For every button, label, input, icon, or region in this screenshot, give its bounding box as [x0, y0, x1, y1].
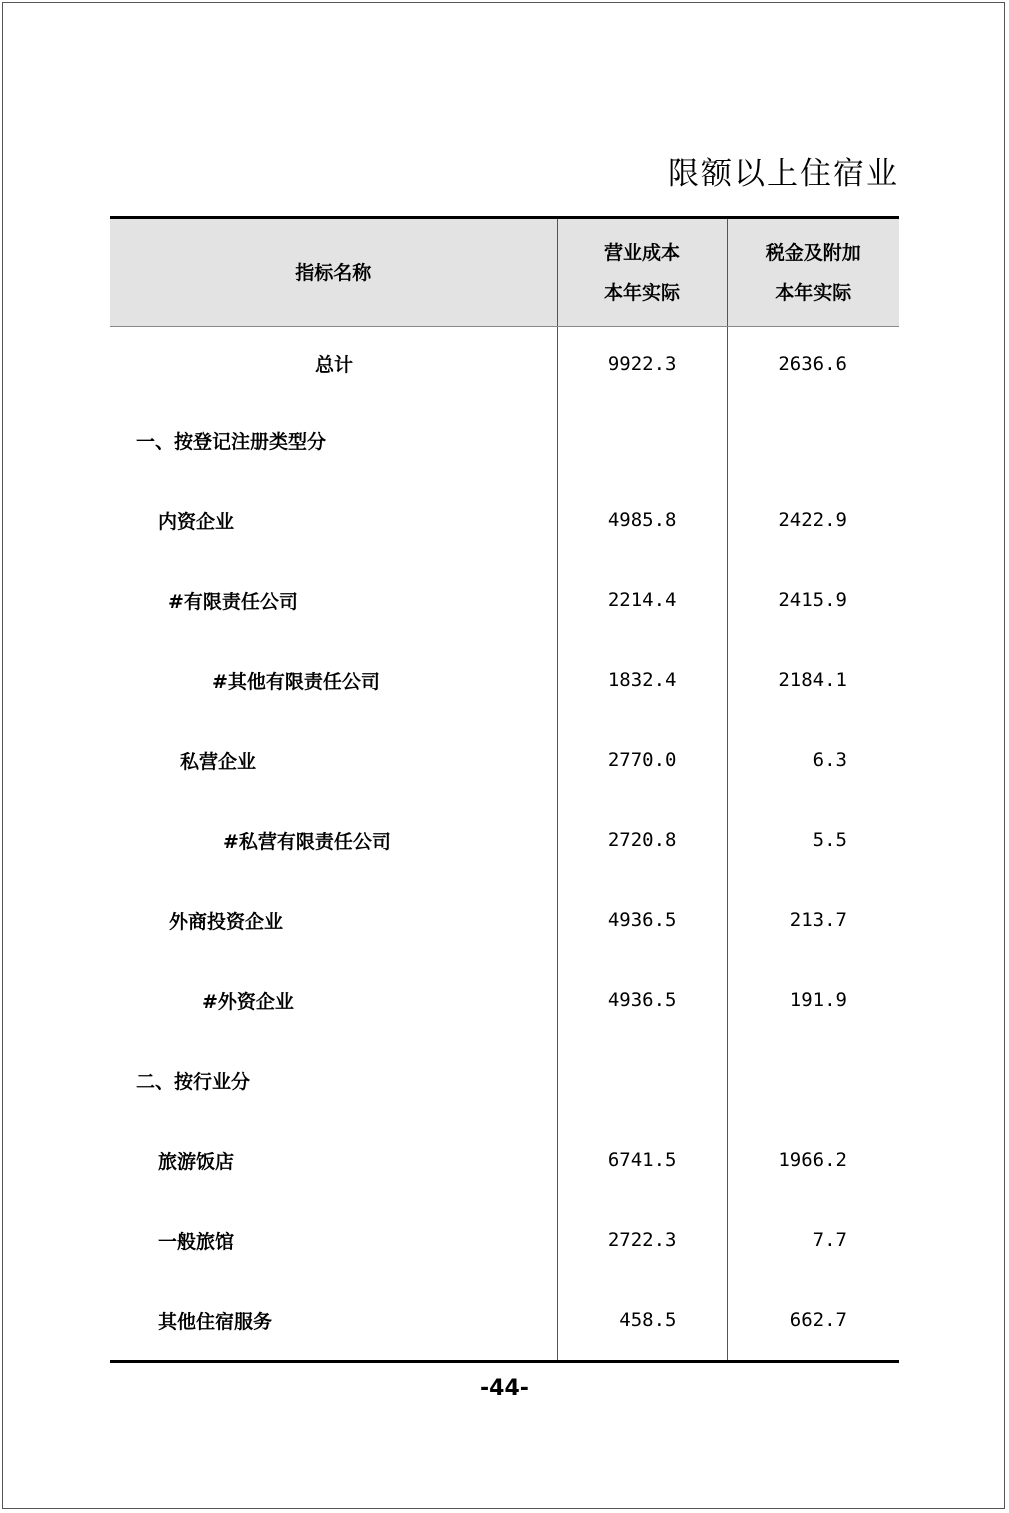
row-label: 私营企业 — [180, 750, 257, 773]
row-label: 一般旅馆 — [158, 1230, 235, 1253]
table-header-row — [110, 218, 899, 327]
row-label: 一、按登记注册类型分 — [136, 430, 327, 453]
row-cost: 2722.3 — [557, 1200, 727, 1280]
row-label: 旅游饭店 — [158, 1150, 235, 1173]
row-label: 外商投资企业 — [169, 910, 284, 933]
row-tax: 2184.1 — [727, 640, 899, 720]
row-label: #私营有限责任公司 — [223, 830, 391, 853]
row-tax: 2422.9 — [727, 480, 899, 560]
header-indicator-name-text: 指标名称 — [295, 261, 372, 284]
row-cost: 6741.5 — [557, 1120, 727, 1200]
header-operating-cost — [557, 218, 727, 327]
row-cost: 4985.8 — [557, 480, 727, 560]
table-row — [110, 1280, 899, 1362]
row-label: 内资企业 — [158, 510, 235, 533]
row-tax: 2415.9 — [727, 560, 899, 640]
table-row — [110, 1200, 899, 1280]
header-tax-surcharge — [727, 218, 899, 327]
row-cost: 4936.5 — [557, 880, 727, 960]
table-row — [110, 720, 899, 800]
row-tax: 213.7 — [727, 880, 899, 960]
row-cost: 4936.5 — [557, 960, 727, 1040]
row-tax — [727, 400, 899, 480]
row-tax: 7.7 — [727, 1200, 899, 1280]
row-cost: 2720.8 — [557, 800, 727, 880]
header-operating-cost-line2: 本年实际 — [603, 281, 680, 304]
page-number: -44- — [480, 1376, 529, 1401]
row-cost: 2770.0 — [557, 720, 727, 800]
row-tax: 662.7 — [727, 1280, 899, 1362]
row-label: 其他住宿服务 — [110, 1280, 557, 1362]
header-operating-cost-line1: 营业成本 — [603, 241, 680, 264]
table-row — [110, 800, 899, 880]
row-tax: 6.3 — [727, 720, 899, 800]
row-label: #有限责任公司 — [168, 590, 298, 613]
table-row — [110, 1040, 899, 1120]
header-tax-surcharge-line2: 本年实际 — [775, 281, 852, 304]
table-row — [110, 480, 899, 560]
statistics-table — [110, 216, 899, 1363]
row-label: #外资企业 — [202, 990, 294, 1013]
table-row — [110, 327, 899, 401]
row-tax: 191.9 — [727, 960, 899, 1040]
row-cost: 1832.4 — [557, 640, 727, 720]
table-row — [110, 640, 899, 720]
row-cost: 2214.4 — [557, 560, 727, 640]
row-tax: 2636.6 — [727, 327, 899, 401]
row-cost: 9922.3 — [557, 327, 727, 401]
row-cost — [557, 400, 727, 480]
row-label: #其他有限责任公司 — [212, 670, 380, 693]
row-tax: 1966.2 — [727, 1120, 899, 1200]
row-label: 总计 — [315, 354, 354, 376]
table-row — [110, 960, 899, 1040]
table-row — [110, 1120, 899, 1200]
table-row — [110, 400, 899, 480]
table-row — [110, 880, 899, 960]
page-title: 限额以上住宿业 — [668, 156, 899, 192]
row-tax — [727, 1040, 899, 1120]
table-row — [110, 560, 899, 640]
row-label: 二、按行业分 — [136, 1070, 251, 1093]
row-cost: 458.5 — [557, 1280, 727, 1362]
row-tax: 5.5 — [727, 800, 899, 880]
header-tax-surcharge-line1: 税金及附加 — [765, 241, 861, 264]
row-cost — [557, 1040, 727, 1120]
header-indicator-name — [110, 218, 557, 327]
